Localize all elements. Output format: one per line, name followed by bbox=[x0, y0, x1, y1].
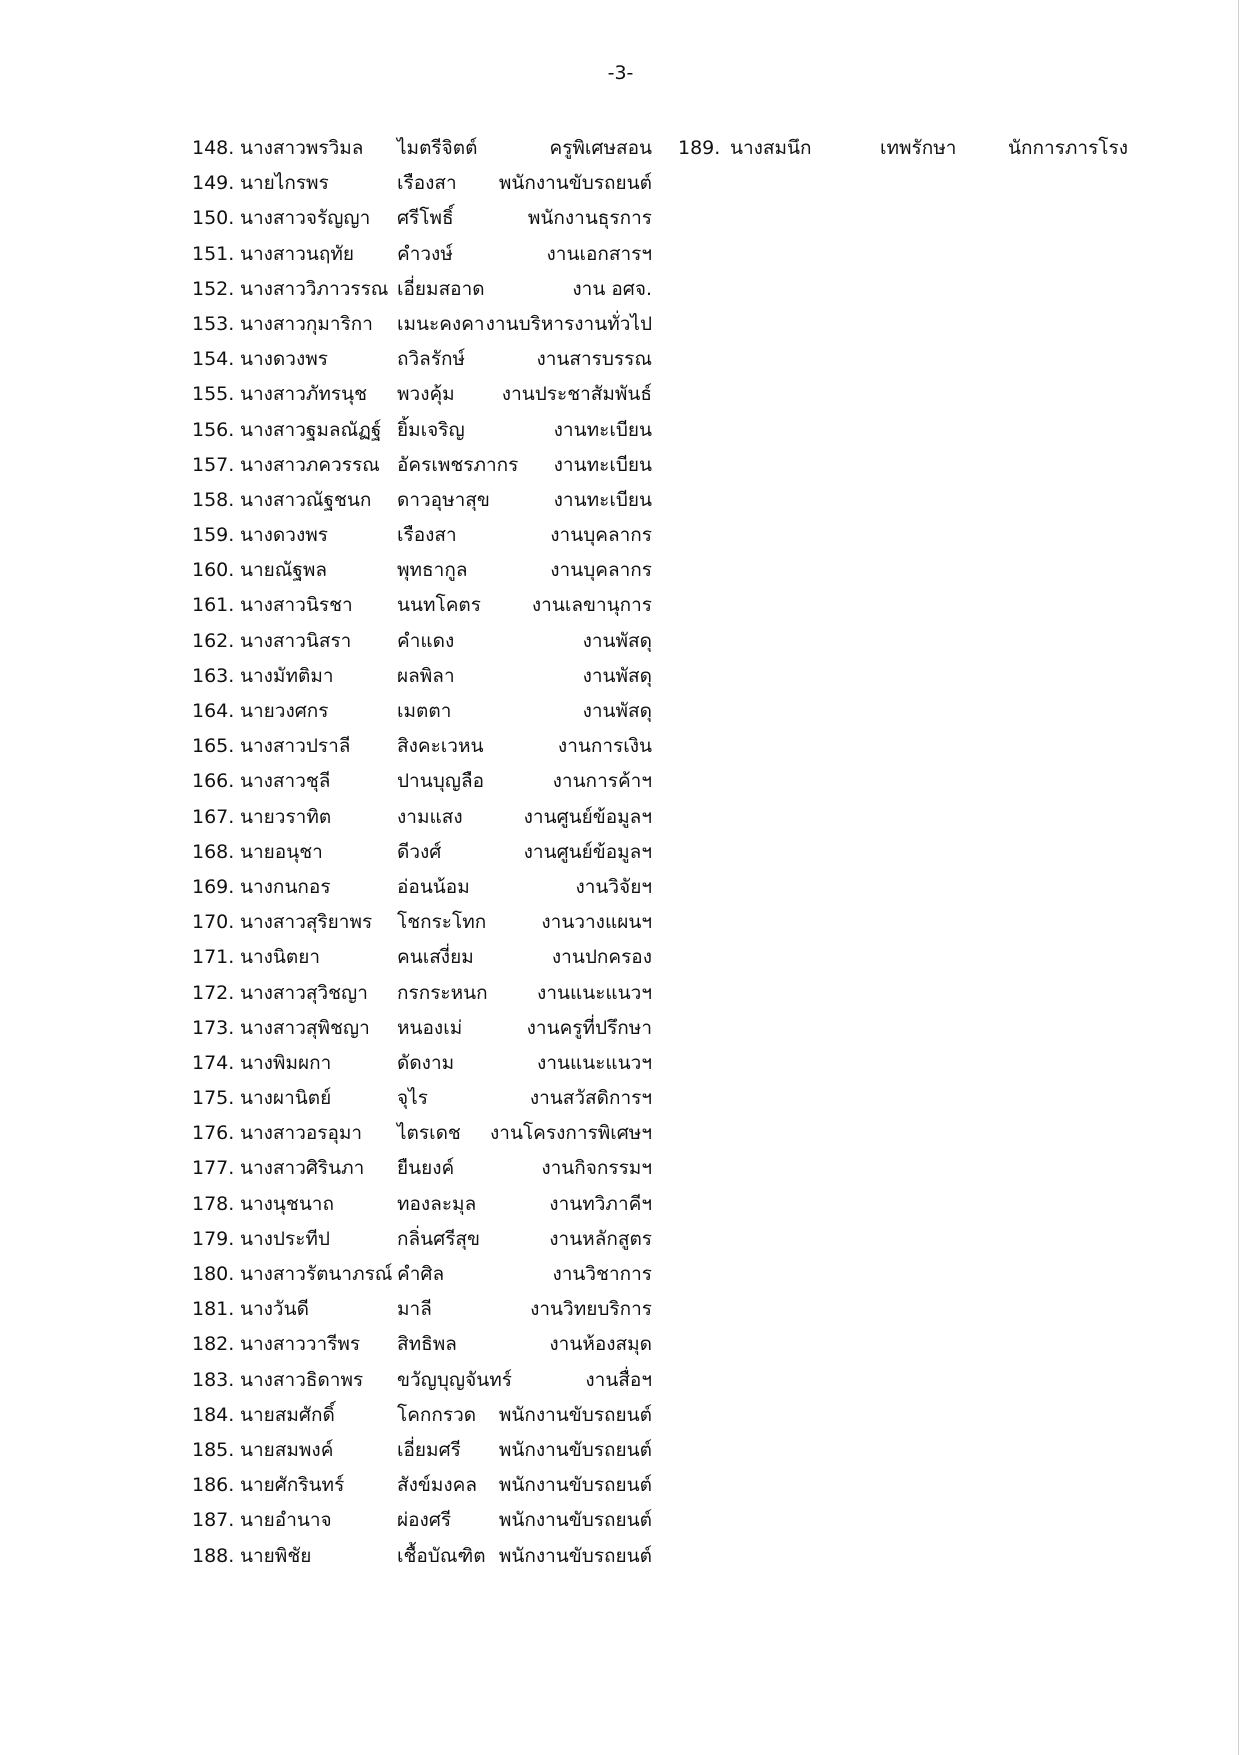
item-surname: คำศิล bbox=[397, 1263, 445, 1285]
item-position: งาน อศจ. bbox=[572, 277, 652, 300]
staff-list-right bbox=[678, 131, 1128, 166]
item-position: งานทะเบียน bbox=[553, 453, 652, 476]
item-position: งานเลขานุการ bbox=[531, 594, 652, 617]
item-name: นายอำนาจ bbox=[240, 1509, 332, 1532]
item-name: นางสาวณัฐชนก bbox=[240, 488, 372, 511]
item-position: งานบุคลากร bbox=[550, 524, 652, 547]
list-item bbox=[192, 1187, 652, 1222]
item-position: งานบริหารงานทั่วไป bbox=[485, 312, 652, 335]
item-position: งานสื่อฯ bbox=[585, 1368, 652, 1391]
item-number: 181. bbox=[192, 1298, 235, 1321]
item-surname: คนเสงี่ยม bbox=[397, 946, 474, 969]
item-number: 171. bbox=[192, 946, 235, 969]
item-position: งานครูที่ปรึกษา bbox=[526, 1016, 652, 1039]
item-name: นางพิมผกา bbox=[240, 1051, 332, 1074]
item-surname: คำวงษ์ bbox=[397, 242, 453, 265]
list-item bbox=[192, 483, 652, 518]
item-number: 175. bbox=[192, 1087, 235, 1110]
item-name: นางมัทติมา bbox=[240, 664, 334, 687]
list-item bbox=[192, 1433, 652, 1468]
item-name: นายไกรพร bbox=[240, 172, 329, 195]
item-surname: กรกระหนก bbox=[397, 981, 488, 1004]
item-name: นายวราทิต bbox=[240, 805, 332, 828]
item-position: งานสารบรรณ bbox=[536, 348, 652, 371]
list-item bbox=[192, 1398, 652, 1433]
item-name: นางสาวสุวิชญา bbox=[240, 981, 368, 1004]
list-item bbox=[192, 377, 652, 412]
item-number: 164. bbox=[192, 700, 235, 722]
item-number: 161. bbox=[192, 594, 235, 617]
item-name: นางสาวนิรชา bbox=[240, 594, 353, 617]
list-item bbox=[192, 342, 652, 377]
item-name: นางสาวธิดาพร bbox=[240, 1368, 364, 1391]
item-position: งานวางแผนฯ bbox=[541, 911, 652, 934]
item-position: งานแนะแนวฯ bbox=[537, 1051, 652, 1074]
item-position: พนักงานธุรการ bbox=[527, 207, 652, 230]
item-surname: เชื้อบัณฑิต bbox=[397, 1544, 486, 1567]
item-name: นางวันดี bbox=[240, 1298, 309, 1321]
item-number: 180. bbox=[192, 1263, 235, 1285]
item-surname: ถวิลรักษ์ bbox=[397, 348, 466, 371]
item-position: งานประชาสัมพันธ์ bbox=[501, 383, 652, 406]
item-name: นายวงศกร bbox=[240, 700, 329, 722]
list-item bbox=[192, 905, 652, 940]
item-position: พนักงานขับรถยนต์ bbox=[498, 172, 652, 195]
item-number: 155. bbox=[192, 383, 235, 406]
item-surname: อ่อนน้อม bbox=[397, 875, 470, 898]
item-surname: พุทธากูล bbox=[397, 559, 468, 582]
list-item bbox=[192, 1539, 652, 1574]
item-name: นางสาวพรวิมล bbox=[240, 137, 364, 159]
item-number: 168. bbox=[192, 840, 235, 863]
list-item bbox=[192, 729, 652, 764]
item-name: นางสาววารีพร bbox=[240, 1333, 361, 1356]
item-number: 150. bbox=[192, 207, 235, 230]
list-item bbox=[192, 1503, 652, 1538]
item-surname: ดาวอุษาสุข bbox=[397, 488, 490, 511]
item-position: นักการภารโรง bbox=[1008, 137, 1128, 159]
item-number: 189. bbox=[678, 137, 721, 159]
item-number: 158. bbox=[192, 488, 235, 511]
item-surname: ทองละมุล bbox=[397, 1192, 477, 1215]
list-item bbox=[192, 201, 652, 236]
item-surname: ผ่องศรี bbox=[397, 1509, 452, 1532]
item-position: งานทวิภาคีฯ bbox=[549, 1192, 652, 1215]
list-item bbox=[192, 1292, 652, 1327]
list-item bbox=[192, 588, 652, 623]
item-name: นางสาวภัทรนุช bbox=[240, 383, 368, 406]
item-name: นางดวงพร bbox=[240, 524, 328, 547]
item-surname: ดัดงาม bbox=[397, 1051, 455, 1074]
item-position: งานการค้าฯ bbox=[552, 770, 652, 793]
item-surname: ดีวงศ์ bbox=[397, 840, 442, 863]
item-name: นางสาวศิรินภา bbox=[240, 1157, 365, 1180]
item-name: นายอนุชา bbox=[240, 840, 323, 863]
list-item bbox=[192, 413, 652, 448]
item-position: งานพัสดุ bbox=[582, 629, 652, 652]
item-number: 173. bbox=[192, 1016, 235, 1039]
item-position: ครูพิเศษสอน bbox=[549, 137, 652, 159]
item-surname: ปานบุญลือ bbox=[397, 770, 485, 793]
item-surname: เมตตา bbox=[397, 700, 452, 722]
list-item bbox=[678, 131, 1128, 166]
item-number: 162. bbox=[192, 629, 235, 652]
item-surname: ศรีโพธิ์ bbox=[397, 207, 454, 230]
item-name: นางสาวอรอุมา bbox=[240, 1122, 363, 1145]
item-surname: พวงคุ้ม bbox=[397, 383, 455, 406]
item-surname: อัครเพชรภากร bbox=[397, 453, 519, 476]
item-number: 151. bbox=[192, 242, 235, 265]
item-surname: เอี่ยมศรี bbox=[397, 1438, 461, 1461]
item-surname: เรืองสา bbox=[397, 172, 457, 195]
item-position: งานพัสดุ bbox=[582, 664, 652, 687]
item-surname: กลิ่นศรีสุข bbox=[397, 1227, 480, 1250]
item-surname: โชกระโทก bbox=[397, 911, 487, 934]
item-number: 149. bbox=[192, 172, 235, 195]
item-position: งานกิจกรรมฯ bbox=[541, 1157, 652, 1180]
item-surname: นนทโคตร bbox=[397, 594, 481, 617]
item-position: พนักงานขับรถยนต์ bbox=[498, 1438, 652, 1461]
item-name: นางสาวฐมลณัฏฐ์ bbox=[240, 418, 382, 441]
item-surname: ไตรเดช bbox=[397, 1122, 461, 1145]
list-item bbox=[192, 1081, 652, 1116]
item-name: นางสาวนิสรา bbox=[240, 629, 352, 652]
list-item bbox=[192, 307, 652, 342]
list-item bbox=[192, 1257, 652, 1292]
list-item bbox=[192, 694, 652, 729]
list-item bbox=[192, 1363, 652, 1398]
item-name: นางสาวนฤทัย bbox=[240, 242, 355, 265]
page-number: -3- bbox=[607, 62, 634, 84]
list-item bbox=[192, 448, 652, 483]
item-name: นายณัฐพล bbox=[240, 559, 328, 582]
item-position: พนักงานขับรถยนต์ bbox=[498, 1403, 652, 1426]
item-surname: สิทธิพล bbox=[397, 1333, 457, 1356]
list-item bbox=[192, 272, 652, 307]
item-number: 167. bbox=[192, 805, 235, 828]
list-item bbox=[192, 659, 652, 694]
item-position: งานสวัสดิการฯ bbox=[529, 1087, 652, 1110]
item-number: 165. bbox=[192, 735, 235, 758]
list-item bbox=[192, 1011, 652, 1046]
item-number: 157. bbox=[192, 453, 235, 476]
item-surname: สิงคะเวหน bbox=[397, 735, 484, 758]
item-number: 169. bbox=[192, 875, 235, 898]
item-surname: ขวัญบุญจันทร์ bbox=[397, 1368, 512, 1391]
list-item bbox=[192, 1468, 652, 1503]
item-number: 183. bbox=[192, 1368, 235, 1391]
item-surname: มาลี bbox=[397, 1298, 432, 1321]
item-number: 154. bbox=[192, 348, 235, 371]
list-item bbox=[192, 1046, 652, 1081]
item-number: 166. bbox=[192, 770, 235, 793]
item-number: 186. bbox=[192, 1474, 235, 1497]
item-number: 178. bbox=[192, 1192, 235, 1215]
list-item bbox=[192, 1222, 652, 1257]
item-surname: ไมตรีจิตต์ bbox=[397, 137, 478, 159]
list-item bbox=[192, 835, 652, 870]
item-name: นางกนกอร bbox=[240, 875, 331, 898]
list-item bbox=[192, 940, 652, 975]
list-item bbox=[192, 870, 652, 905]
item-number: 182. bbox=[192, 1333, 235, 1356]
item-name: นายสมพงค์ bbox=[240, 1438, 334, 1461]
list-item bbox=[192, 237, 652, 272]
item-name: นางประทีป bbox=[240, 1227, 330, 1250]
item-position: งานทะเบียน bbox=[553, 488, 652, 511]
item-name: นางนุชนาถ bbox=[240, 1192, 334, 1215]
item-name: นางสาวภควรรณ bbox=[240, 453, 380, 476]
item-number: 176. bbox=[192, 1122, 235, 1145]
item-number: 179. bbox=[192, 1227, 235, 1250]
item-name: นางสมนึก bbox=[730, 137, 812, 159]
item-surname: ยืนยงค์ bbox=[397, 1157, 455, 1180]
item-surname: เอี่ยมสอาด bbox=[397, 277, 485, 300]
item-position: พนักงานขับรถยนต์ bbox=[498, 1509, 652, 1532]
staff-list-left bbox=[192, 131, 652, 1574]
item-number: 188. bbox=[192, 1544, 235, 1567]
item-name: นางสาวจรัญญา bbox=[240, 207, 371, 230]
item-number: 187. bbox=[192, 1509, 235, 1532]
item-surname: จุไร bbox=[397, 1087, 428, 1110]
list-item bbox=[192, 131, 652, 166]
item-position: งานเอกสารฯ bbox=[546, 242, 652, 265]
item-surname: หนองเม่ bbox=[397, 1016, 463, 1039]
item-number: 184. bbox=[192, 1403, 235, 1426]
scan-edge-line bbox=[1238, 0, 1239, 1755]
list-item bbox=[192, 624, 652, 659]
item-position: งานแนะแนวฯ bbox=[537, 981, 652, 1004]
item-name: นางสาวสุพิชญา bbox=[240, 1016, 370, 1039]
item-surname: ยิ้มเจริญ bbox=[397, 418, 465, 441]
item-position: งานพัสดุ bbox=[582, 700, 652, 722]
item-position: งานวิจัยฯ bbox=[575, 875, 652, 898]
item-position: งานวิชาการ bbox=[552, 1263, 652, 1285]
item-position: พนักงานขับรถยนต์ bbox=[498, 1474, 652, 1497]
item-name: นางดวงพร bbox=[240, 348, 328, 371]
list-item bbox=[192, 1116, 652, 1151]
item-position: งานบุคลากร bbox=[550, 559, 652, 582]
item-number: 156. bbox=[192, 418, 235, 441]
item-number: 170. bbox=[192, 911, 235, 934]
item-surname: คำแดง bbox=[397, 629, 455, 652]
item-position: งานศูนย์ข้อมูลฯ bbox=[523, 805, 652, 828]
item-number: 159. bbox=[192, 524, 235, 547]
item-position: งานการเงิน bbox=[557, 735, 652, 758]
item-name: นางสาวชุลี bbox=[240, 770, 331, 793]
item-name: นางสาวรัตนาภรณ์ bbox=[240, 1263, 393, 1285]
item-surname: โคกกรวด bbox=[397, 1403, 477, 1426]
item-number: 163. bbox=[192, 664, 235, 687]
item-number: 148. bbox=[192, 137, 235, 159]
list-item bbox=[192, 1151, 652, 1186]
item-surname: ผลพิลา bbox=[397, 664, 455, 687]
item-position: พนักงานขับรถยนต์ bbox=[498, 1544, 652, 1567]
list-item bbox=[192, 518, 652, 553]
list-item bbox=[192, 1327, 652, 1362]
item-position: งานทะเบียน bbox=[553, 418, 652, 441]
item-surname: เรืองสา bbox=[397, 524, 457, 547]
item-number: 177. bbox=[192, 1157, 235, 1180]
item-position: งานหลักสูตร bbox=[549, 1227, 652, 1250]
list-item bbox=[192, 976, 652, 1011]
item-name: นายพิชัย bbox=[240, 1544, 312, 1567]
list-item bbox=[192, 800, 652, 835]
item-position: งานห้องสมุด bbox=[549, 1333, 652, 1356]
item-surname: เทพรักษา bbox=[880, 137, 957, 159]
item-name: นายสมศักดิ์ bbox=[240, 1403, 335, 1426]
item-number: 152. bbox=[192, 277, 235, 300]
item-number: 153. bbox=[192, 312, 235, 335]
item-number: 185. bbox=[192, 1438, 235, 1461]
item-number: 174. bbox=[192, 1051, 235, 1074]
item-name: นางสาวปราลี bbox=[240, 735, 351, 758]
list-item bbox=[192, 166, 652, 201]
item-number: 160. bbox=[192, 559, 235, 582]
item-position: งานศูนย์ข้อมูลฯ bbox=[523, 840, 652, 863]
item-position: งานโครงการพิเศษฯ bbox=[490, 1122, 652, 1145]
list-item bbox=[192, 553, 652, 588]
item-name: นางสาววิภาวรรณ bbox=[240, 277, 389, 300]
item-position: งานปกครอง bbox=[551, 946, 652, 969]
item-surname: งามแสง bbox=[397, 805, 463, 828]
list-item bbox=[192, 764, 652, 799]
item-name: นางนิตยา bbox=[240, 946, 321, 969]
item-name: นางสาวสุริยาพร bbox=[240, 911, 373, 934]
item-name: นางผานิตย์ bbox=[240, 1087, 332, 1110]
item-surname: เมนะคงคา bbox=[397, 312, 485, 335]
item-surname: สังข์มงคล bbox=[397, 1474, 478, 1497]
item-name: นายศักรินทร์ bbox=[240, 1474, 345, 1497]
item-position: งานวิทยบริการ bbox=[530, 1298, 652, 1321]
item-name: นางสาวกุมาริกา bbox=[240, 312, 373, 335]
item-number: 172. bbox=[192, 981, 235, 1004]
